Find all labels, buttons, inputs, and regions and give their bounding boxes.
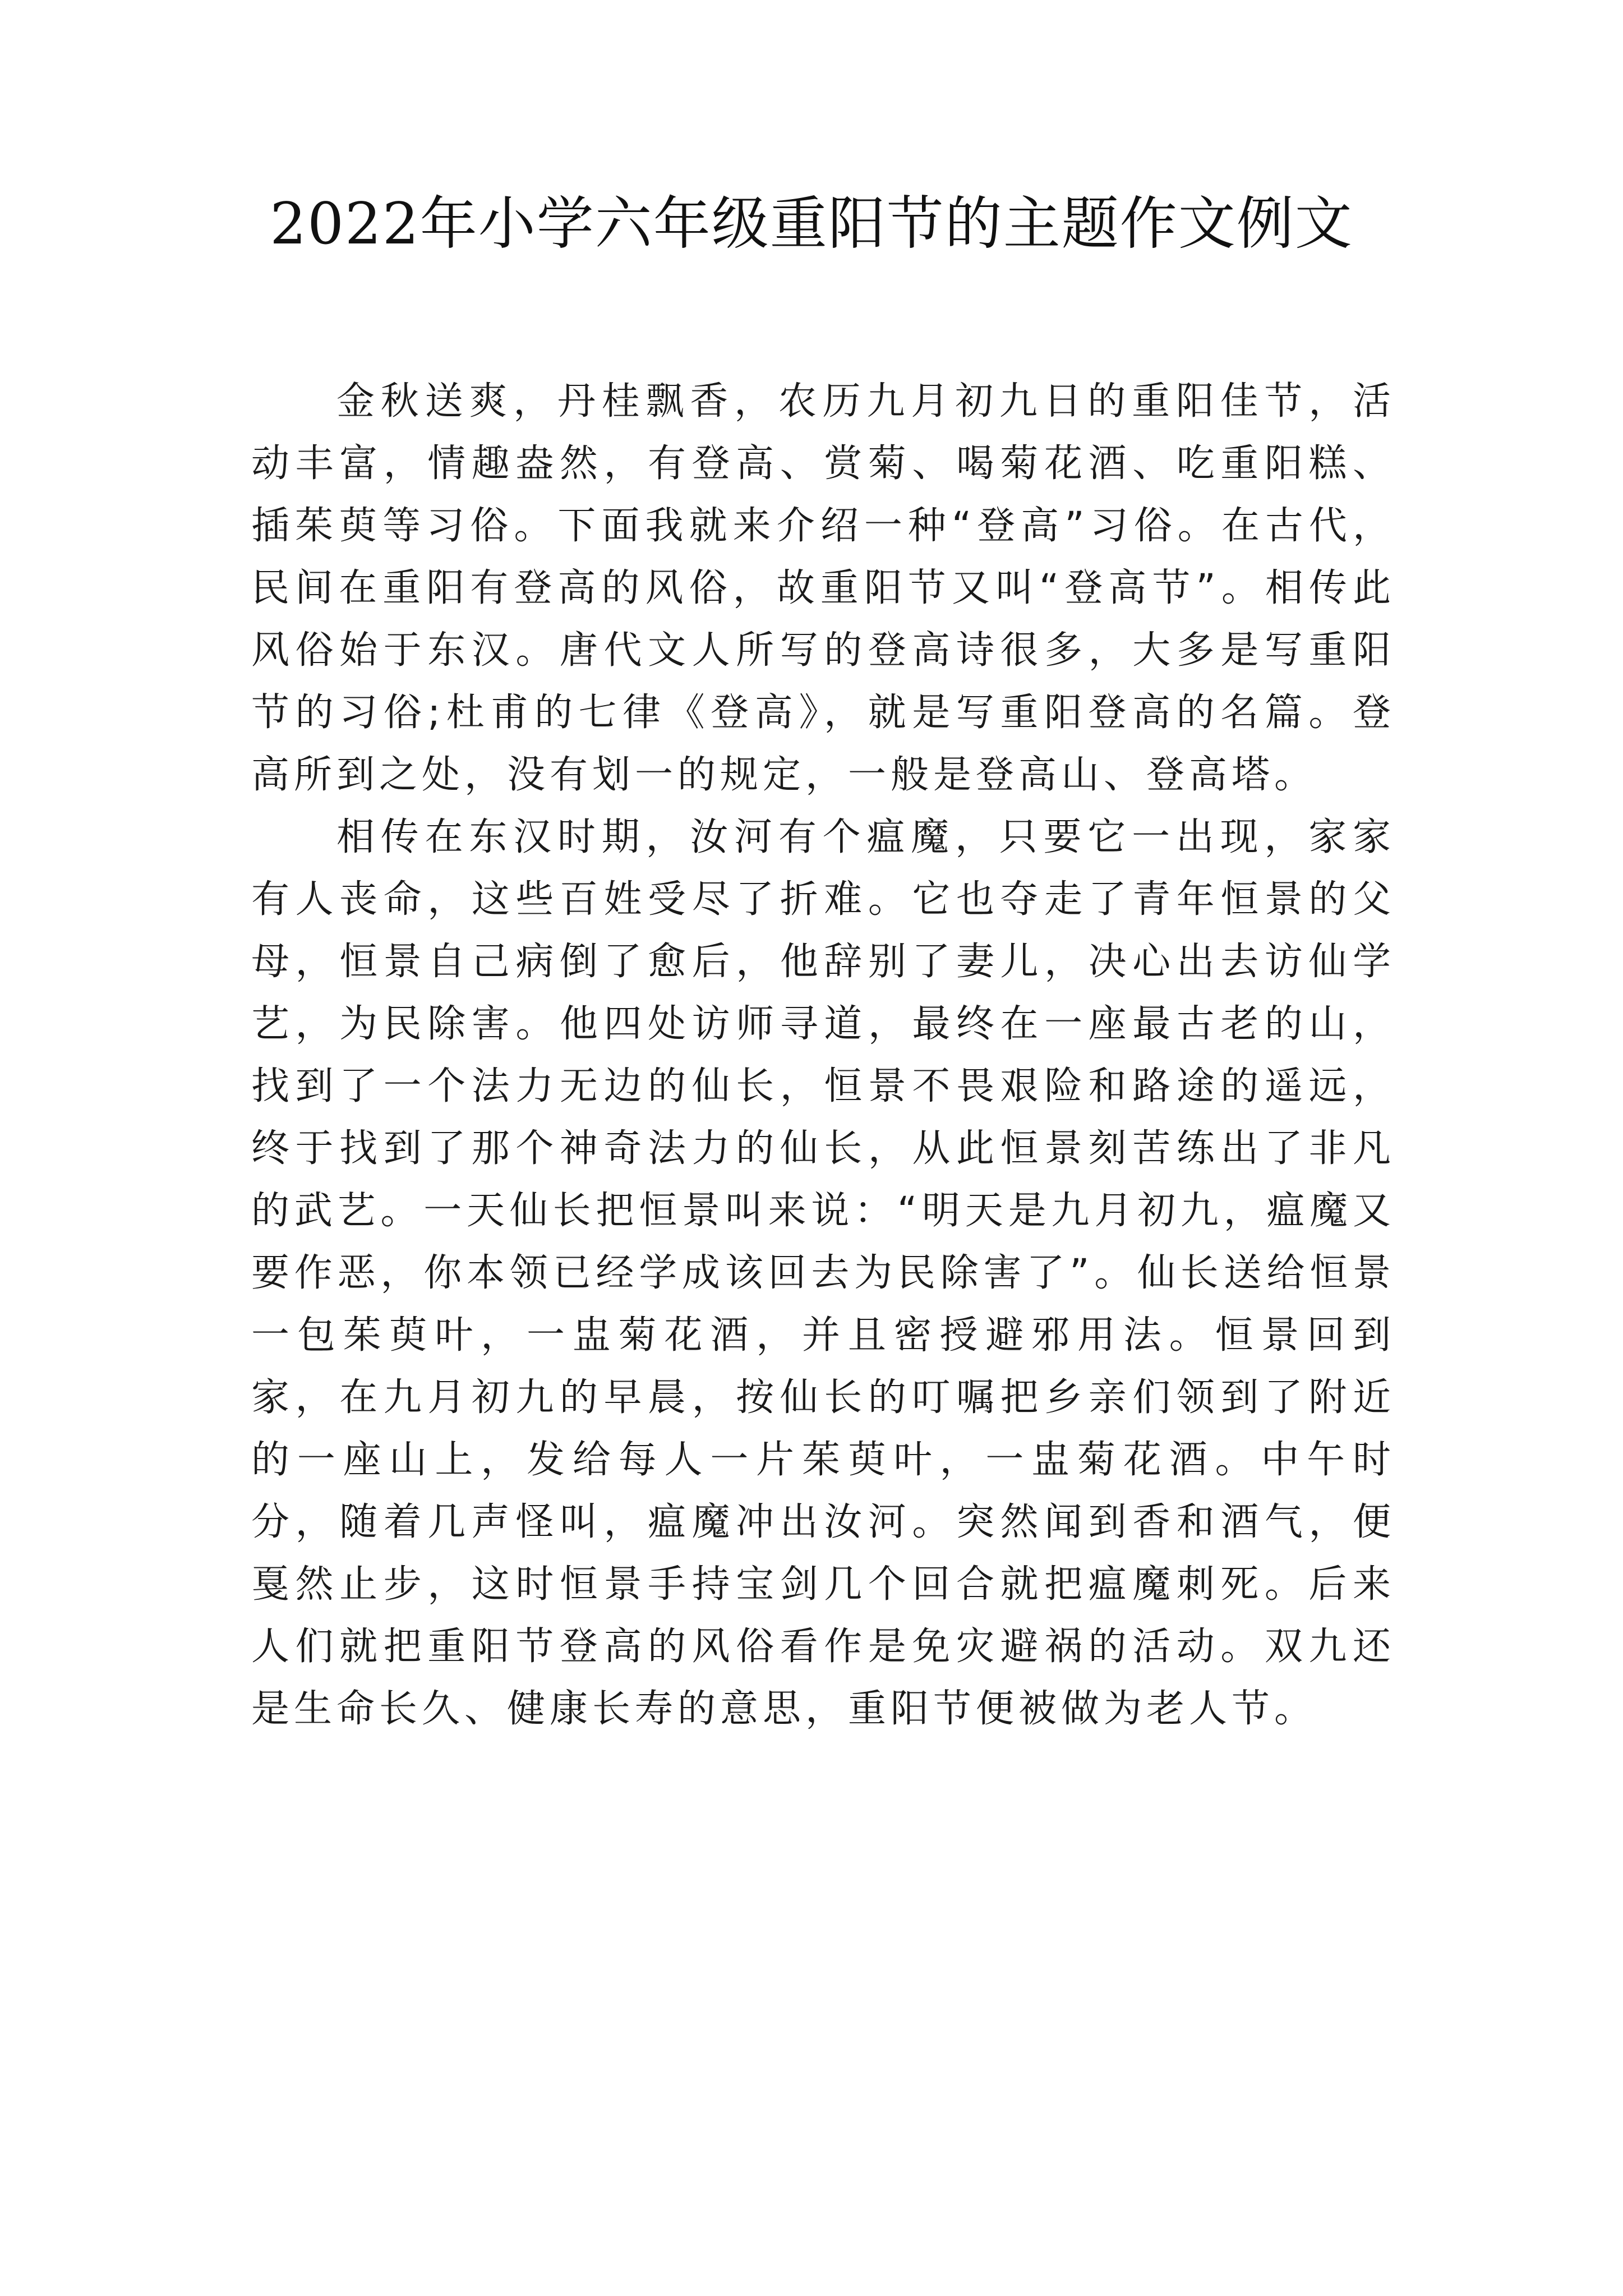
paragraph-2: 相传在东汉时期，汝河有个瘟魔，只要它一出现，家家有人丧命，这些百姓受尽了折难。它也夺走了青年恒景的父母，恒景自己病倒了愈后，他辞别了妻儿，决心出去访仙学艺，为民除害。他四处访师寻道，最终在一座最古老的山，找到了一个法力无边的仙长，恒景不畏艰险和路途的遥远，终于找到了那个神奇法力的仙长，从此恒景刻苦练出了非凡的武艺。一天仙长把恒景叫来说：“明天是九月初九，瘟魔又要作恶，你本领已经学成该回去为民除害了”。仙长送给恒景一包茱萸叶，一盅菊花酒，并且密授避邪用法。恒景回到家，在九月初九的早晨，按仙长的叮嘱把乡亲们领到了附近的一座山上，发给每人一片茱萸叶，一盅菊花酒。中午时分，随着几声怪叫，瘟魔冲出汝河。突然闻到香和酒气，便戛然止步，这时恒景手持宝剑几个回合就把瘟魔刺死。后来人们就把重阳节登高的风俗看作是免灾避祸的活动。双九还是生命长久、健康长寿的意思，重阳节便被做为老人节。: [251, 815, 1395, 1731]
document-title: 2022年小学六年级重阳节的主题作文例文: [270, 191, 1353, 257]
document-body: [251, 370, 1395, 1740]
paragraph-1: 金秋送爽，丹桂飘香，农历九月初九日的重阳佳节，活动丰富，情趣盎然，有登高、赏菊、喝菊花酒、吃重阳糕、插茱萸等习俗。下面我就来介绍一种“登高”习俗。在古代，民间在重阳有登高的风俗，故重阳节又叫“登高节”。相传此风俗始于东汉。唐代文人所写的登高诗很多，大多是写重阳节的习俗;杜甫的七律《登高》，就是写重阳登高的名篇。登高所到之处，没有划一的规定，一般是登高山、登高塔。: [251, 379, 1395, 797]
